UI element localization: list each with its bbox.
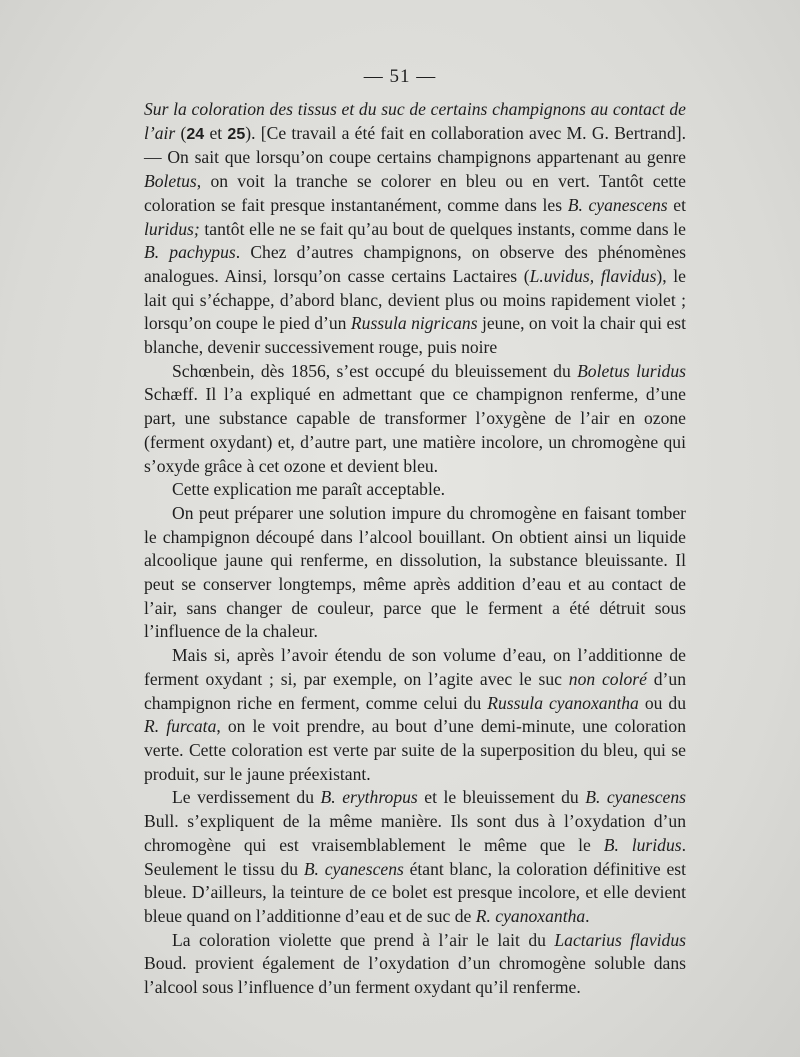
species-name: Russula nigricans — [350, 313, 478, 334]
text-run: Boud. provient également de l’oxydation d’un chromogène soluble dans l’alcool sous l’influence d’un ferment oxydant qu’il renferme. — [144, 953, 686, 998]
paragraph-2 — [144, 360, 686, 479]
text-run: Bull. s’expliquent de la même manière. Ils sont dus à l’oxydation d’un chromogène qui est vraisemblablement le même que le — [144, 811, 686, 855]
species-name: R. furcata — [144, 716, 217, 737]
text-run: étant blanc, la coloration définitive est bleue. D’ailleurs, la teinture de ce bolet est presque incolore, et elle devient bleue quand on l’additionne d’eau et de suc de — [144, 858, 686, 926]
species-name: R. cyanoxantha — [475, 905, 586, 926]
article-title: Sur la coloration des tissus et du suc de certains champignons au contact de l’air — [144, 99, 686, 143]
species-name: B. cyanescens — [567, 194, 668, 215]
text-run: ( — [175, 122, 187, 143]
species-name: B. luridus — [603, 834, 682, 855]
paragraph-7 — [144, 929, 686, 1000]
text-run: Mais si, après l’avoir étendu de son volume d’eau, on l’additionne de ferment oxydant ; si, par exemple, on l’agite avec le suc — [144, 645, 686, 689]
species-name: B. pachypus — [144, 242, 236, 263]
text-run: et — [204, 122, 228, 143]
page-body — [144, 98, 686, 1000]
text-run: . — [585, 905, 590, 926]
text-run: et le bleuissement du — [417, 787, 586, 808]
text-run: d’un champignon riche en ferment, comme celui du — [144, 668, 686, 713]
text-run: . Chez d’autres champignons, on observe des phénomènes analogues. Ainsi, lorsqu’on casse certains Lactaires ( — [144, 242, 686, 286]
species-name: Lactarius flavidus — [554, 929, 686, 950]
reference-number: 25 — [227, 125, 246, 143]
species-name: B. cyanescens — [585, 787, 686, 808]
text-run: Schæff. Il l’a expliqué en admettant que ce champignon renferme, d’une part, une substance capable de transformer l’oxygène de l’air en ozone (ferment oxydant) et, d’autre part, une matière incolore, un chromogène qui s’oxyde grâce à cet ozone et devient bleu. — [144, 384, 686, 476]
text-run: ). — [245, 122, 261, 143]
species-name: B. cyanescens — [303, 858, 404, 879]
text-run: Schœnbein, dès 1856, s’est occupé du bleuissement du — [172, 360, 578, 381]
text-run: ou du — [638, 692, 687, 713]
text-run: et — [667, 194, 686, 215]
reference-number: 24 — [186, 125, 205, 143]
species-name: Boletus luridus — [577, 360, 686, 381]
paragraph-3: Cette explication me paraît acceptable. — [172, 479, 446, 500]
paragraph-4: On peut préparer une solution impure du chromogène en faisant tomber le champignon découpé dans l’alcool bouillant. On obtient ainsi un liquide alcoolique jaune qui renferme, en dissolution, la substance bleuissante. Il peut se conserver longtemps, même après addition d’eau et au contact de l’air, sans changer de couleur, parce que le ferment a été détruit sous l’influence de la chaleur. — [144, 502, 686, 642]
species-name: B. erythropus — [320, 787, 418, 808]
page-number: — 51 — — [363, 66, 437, 87]
species-name: Boletus — [144, 171, 197, 192]
text-run: tantôt elle ne se fait qu’au bout de quelques instants, comme dans le — [199, 218, 686, 239]
text-run: , on le voit prendre, au bout d’une demi-minute, une coloration verte. Cette coloration est verte par suite de la superposition du bleu, qui se produit, sur le jaune préexistant. — [144, 716, 686, 784]
species-name: Russula cyanoxantha — [487, 692, 639, 713]
text-run: ), le lait qui s’échappe, d’abord blanc, devient plus ou moins rapidement violet ; lorsqu’on coupe le pied d’un — [144, 265, 686, 334]
paragraph-5 — [144, 644, 686, 786]
text-run: . Seulement le tissu du — [144, 834, 686, 879]
text-run: jeune, on voit la chair qui est blanche, devenir successivement rouge, puis noire — [144, 313, 686, 358]
text-run: , on voit la tranche se colorer en bleu ou en vert. Tantôt cette coloration se fait presque instantanément, comme dans les — [144, 171, 686, 215]
text-run: La coloration violette que prend à l’air le lait du — [172, 929, 555, 950]
species-name: luridus; — [144, 218, 200, 239]
species-name: L.uvidus, flavidus — [529, 265, 657, 286]
text-run: [Ce travail a été fait en collaboration avec M. G. Bertrand]. — On sait que lorsqu’on coupe certains champignons appartenant au genre — [144, 122, 686, 168]
paragraph-6 — [144, 786, 686, 928]
emphasis: non coloré — [568, 668, 647, 689]
paragraph-1 — [144, 98, 686, 360]
text-run: Le verdissement du — [172, 787, 321, 808]
